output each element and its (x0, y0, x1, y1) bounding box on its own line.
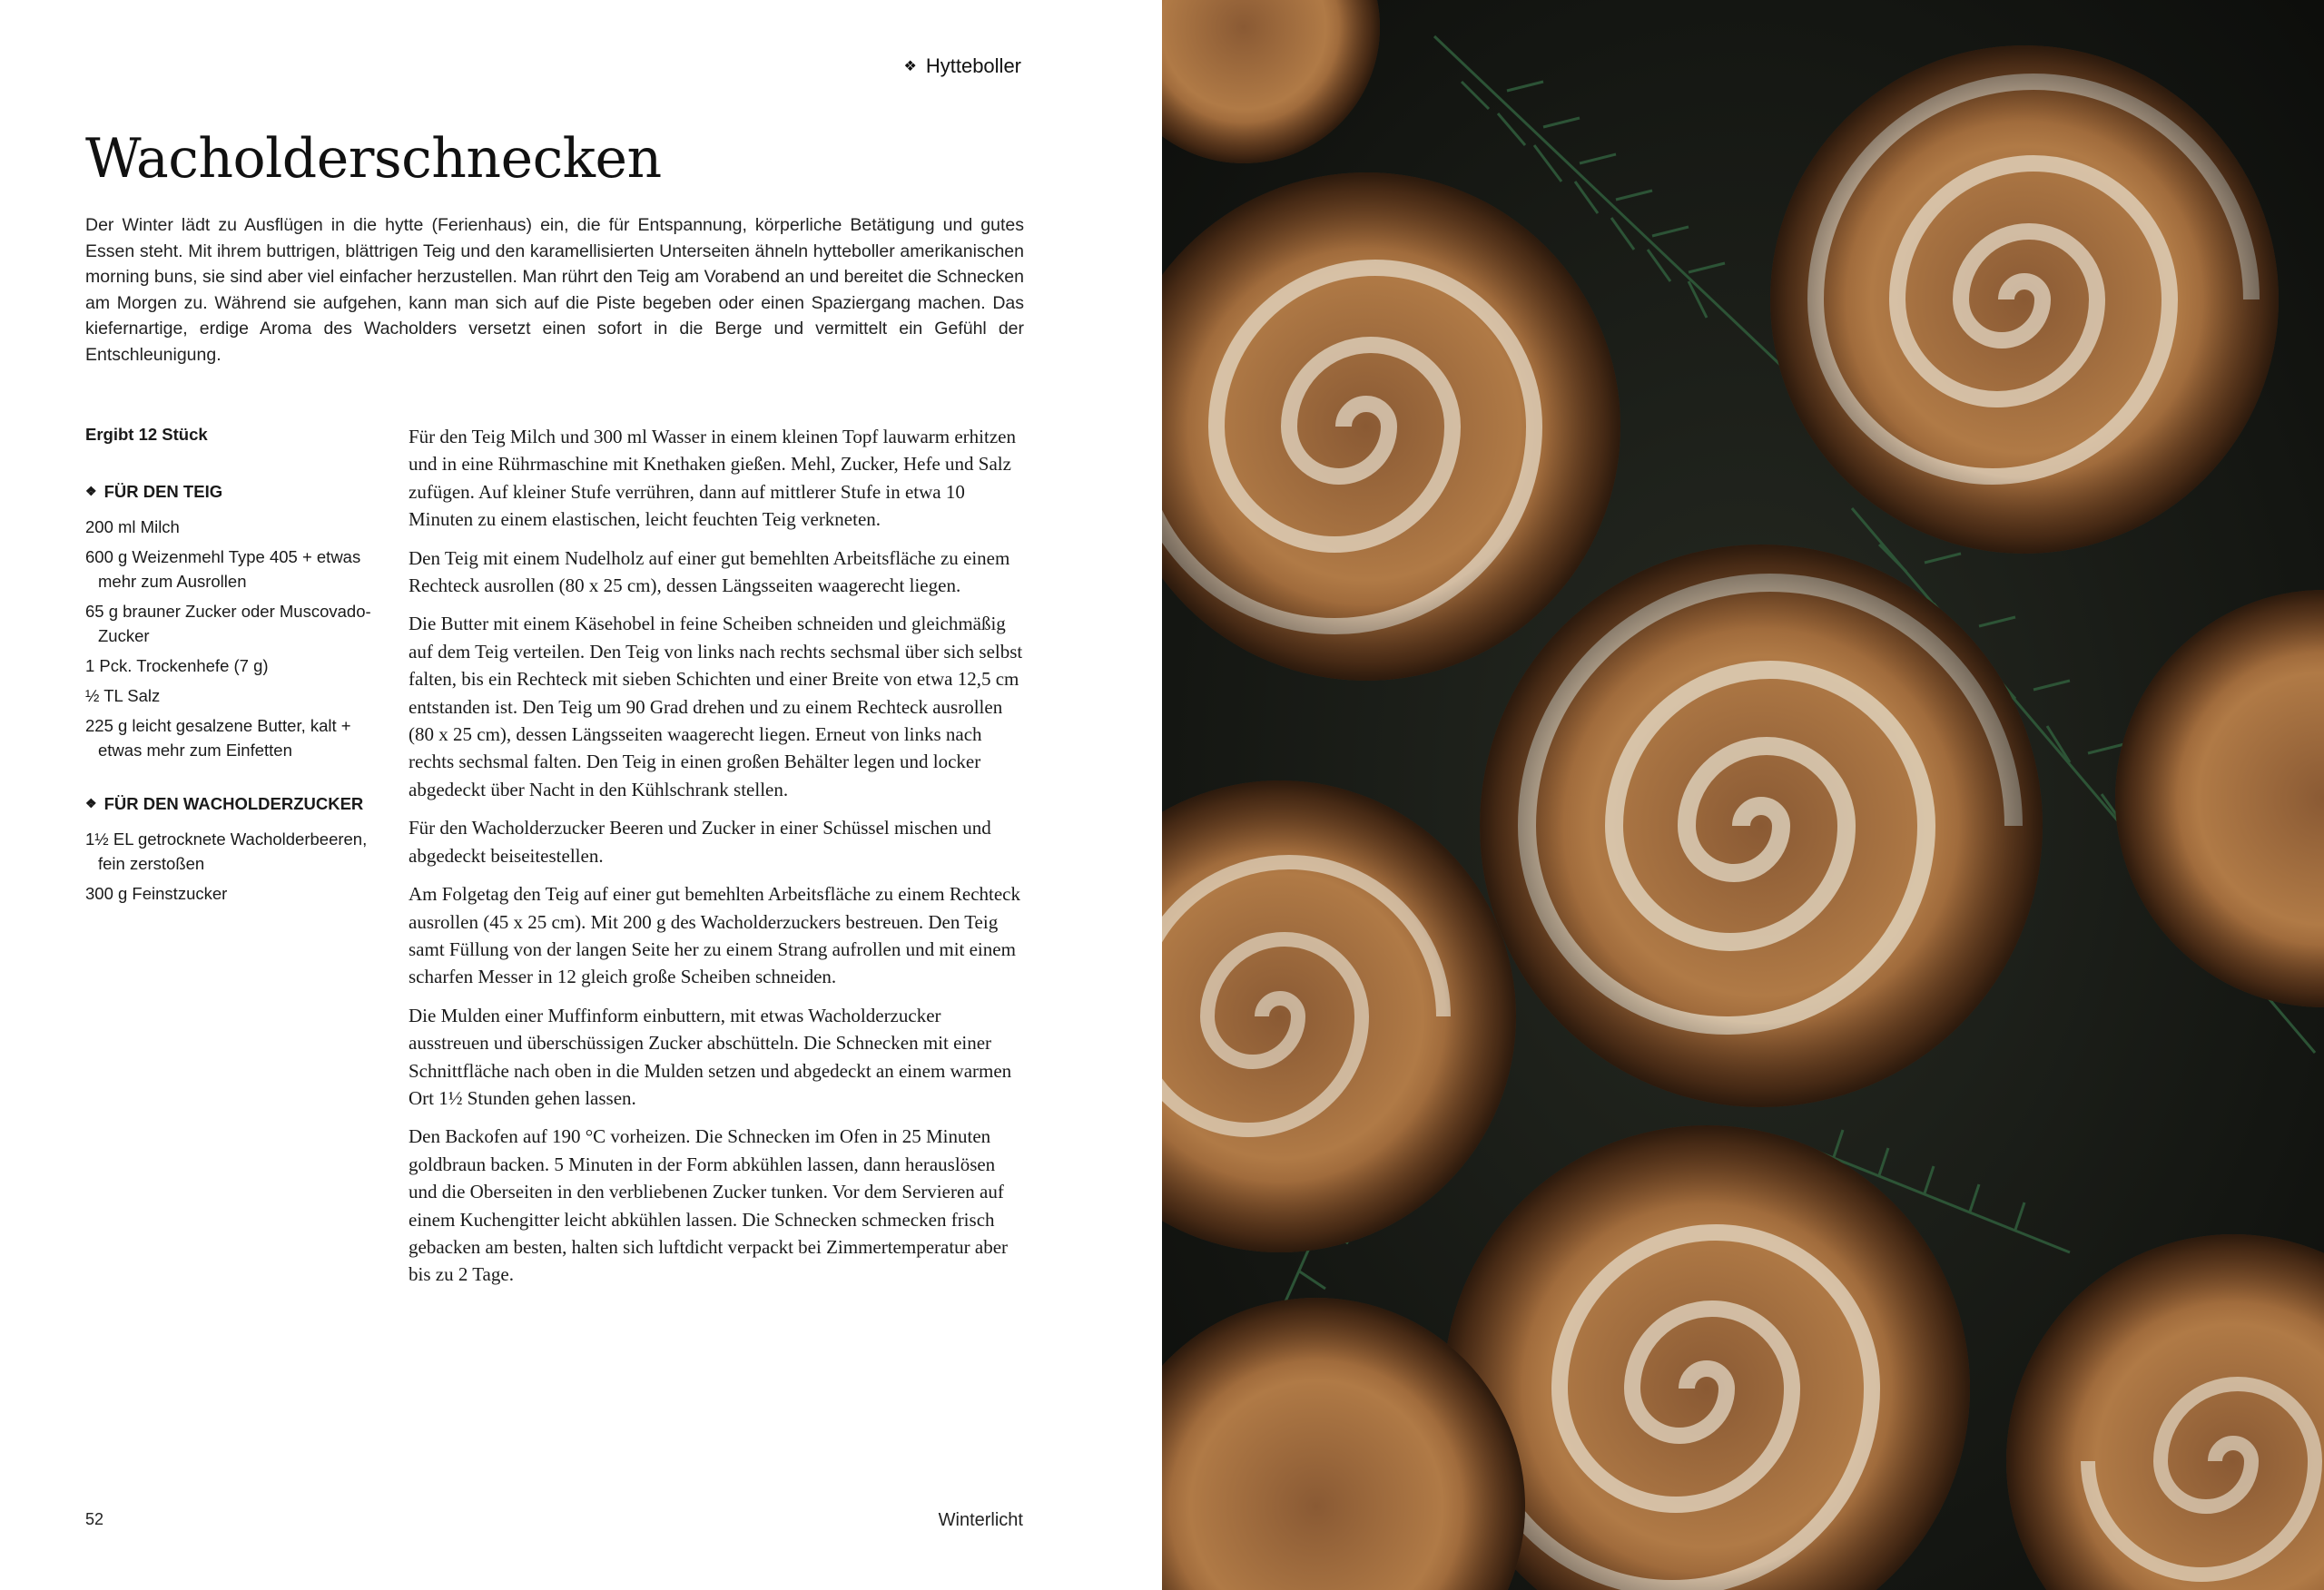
method-step: Für den Teig Milch und 300 ml Wasser in einem kleinen Topf lauwarm erhitzen und in eine Rührmaschine mit Knethaken gießen. Mehl, Zucker, Hefe und Salz zufügen. Auf kleiner Stufe verrühren, dann auf mittlerer Stufe in etwa 10 Minuten zu einem elastischen, leicht feuchten Teig verkneten. (409, 426, 1016, 531)
method-step: Den Backofen auf 190 °C vorheizen. Die Schnecken im Ofen in 25 Minuten goldbraun backen. 5 Minuten in der Form abkühlen lassen, dann herauslösen und die Oberseiten in den verbliebenen Zucker tunken. Vor dem Servieren auf einem Kuchengitter leicht abkühlen lassen. Die Schnecken schmecken frisch gebacken am besten, halten sich luftdicht verpackt bei Zimmertemperatur aber bis zu 2 Tage. (409, 1125, 1009, 1286)
ingredient-item: 1½ EL getrocknete Wacholderbeeren, fein zerstoßen (85, 829, 368, 873)
method-step: Den Teig mit einem Nudelholz auf einer gut bemehlten Arbeitsfläche zu einem Rechteck ausrollen (80 x 25 cm), dessen Längsseiten waagerecht liegen. (409, 546, 1010, 597)
ingredient-item: 225 g leicht gesalzene Butter, kalt + etwas mehr zum Einfetten (85, 716, 351, 760)
method-step: Die Mulden einer Muffinform einbuttern, mit etwas Wacholderzucker ausstreuen und überschüssigen Zucker abschütteln. Die Schnecken mit einer Schnittfläche nach oben in die Mulden setzen und abgedeckt an einem warmen Ort 1½ Stunden gehen lassen. (409, 1004, 1012, 1109)
ingredient-group-title: FÜR DEN WACHOLDERZUCKER (103, 794, 364, 813)
method-step: Die Butter mit einem Käsehobel in feine Scheiben schneiden und gleichmäßig auf dem Teig verteilen. Den Teig von links nach rechts sechsmal über sich selbst falten, bis ein Rechteck mit sieben Schichten und einer Breite von etwa 12,5 cm entstanden ist. Den Teig um 90 Grad drehen und zu einem Rechteck ausrollen (80 x 25 cm), dessen Längsseiten waagerecht liegen. Erneut von links nach rechts sechsmal falten. Den Teig in einen großen Behälter legen und locker abgedeckt über Nacht in den Kühlschrank stellen. (409, 613, 1023, 800)
ingredient-group-heading (85, 791, 385, 816)
method-step: Für den Wacholderzucker Beeren und Zucker in einer Schüssel mischen und abgedeckt beiseitestellen. (409, 817, 991, 867)
ingredient-group-title: FÜR DEN TEIG (103, 482, 223, 501)
ingredient-group-juniper-sugar (85, 791, 385, 906)
ingredient-group-dough (85, 479, 385, 762)
ingredient-item: 65 g brauner Zucker oder Muscovado-Zucker (85, 602, 371, 645)
ingredient-item: ½ TL Salz (85, 686, 161, 705)
book-title-footer: Winterlicht (938, 1510, 1023, 1530)
juniper-buns-photo (1162, 0, 2324, 1590)
ingredients-column (85, 423, 385, 935)
ornament-icon: ❖ (85, 484, 97, 498)
running-head-label: Hytteboller (925, 54, 1021, 77)
method-column (409, 423, 1024, 1300)
ingredient-list (85, 515, 385, 762)
recipe-intro (85, 212, 1024, 368)
ingredient-list (85, 827, 385, 906)
running-head (0, 54, 1021, 78)
ingredient-item: 1 Pck. Trockenhefe (7 g) (85, 656, 269, 675)
ornament-icon: ❖ (903, 59, 917, 74)
ornament-icon: ❖ (85, 796, 97, 810)
ingredient-group-heading (85, 479, 385, 504)
method-step: Am Folgetag den Teig auf einer gut bemehlten Arbeitsfläche zu einem Rechteck ausrollen (45 x 25 cm). Mit 200 g des Wacholderzuckers bestreuen. Den Teig samt Füllung von der langen Seite her zu einem Strang aufrollen und mit einem scharfen Messer in 12 gleich große Scheiben schneiden. (409, 883, 1020, 988)
recipe-title: Wacholderschnecken (85, 127, 662, 191)
ingredient-item: 600 g Weizenmehl Type 405 + etwas mehr zum Ausrollen (85, 547, 361, 591)
recipe-yield: Ergibt 12 Stück (85, 425, 208, 444)
ingredient-item: 200 ml Milch (85, 517, 180, 536)
photo-illustration (1162, 0, 2324, 1590)
intro-text: Der Winter lädt zu Ausflügen in die hytte (Ferienhaus) ein, die für Entspannung, körperliche Betätigung und gutes Essen steht. Mit ihrem buttrigen, blättrigen Teig und den karamellisierten Unterseiten ähneln hytteboller amerikanischen morning buns, sie sind aber viel einfacher herzustellen. Man rührt den Teig am Vorabend an und bereitet die Schnecken am Morgen zu. Während sie aufgehen, kann man sich auf die Piste begeben oder einen Spaziergang machen. Das kiefernartige, erdige Aroma des Wacholders versetzt einen sofort in die Berge und vermittelt ein Gefühl der Entschleunigung. (85, 215, 1024, 365)
page-number: 52 (85, 1510, 104, 1528)
ingredient-item: 300 g Feinstzucker (85, 884, 228, 903)
